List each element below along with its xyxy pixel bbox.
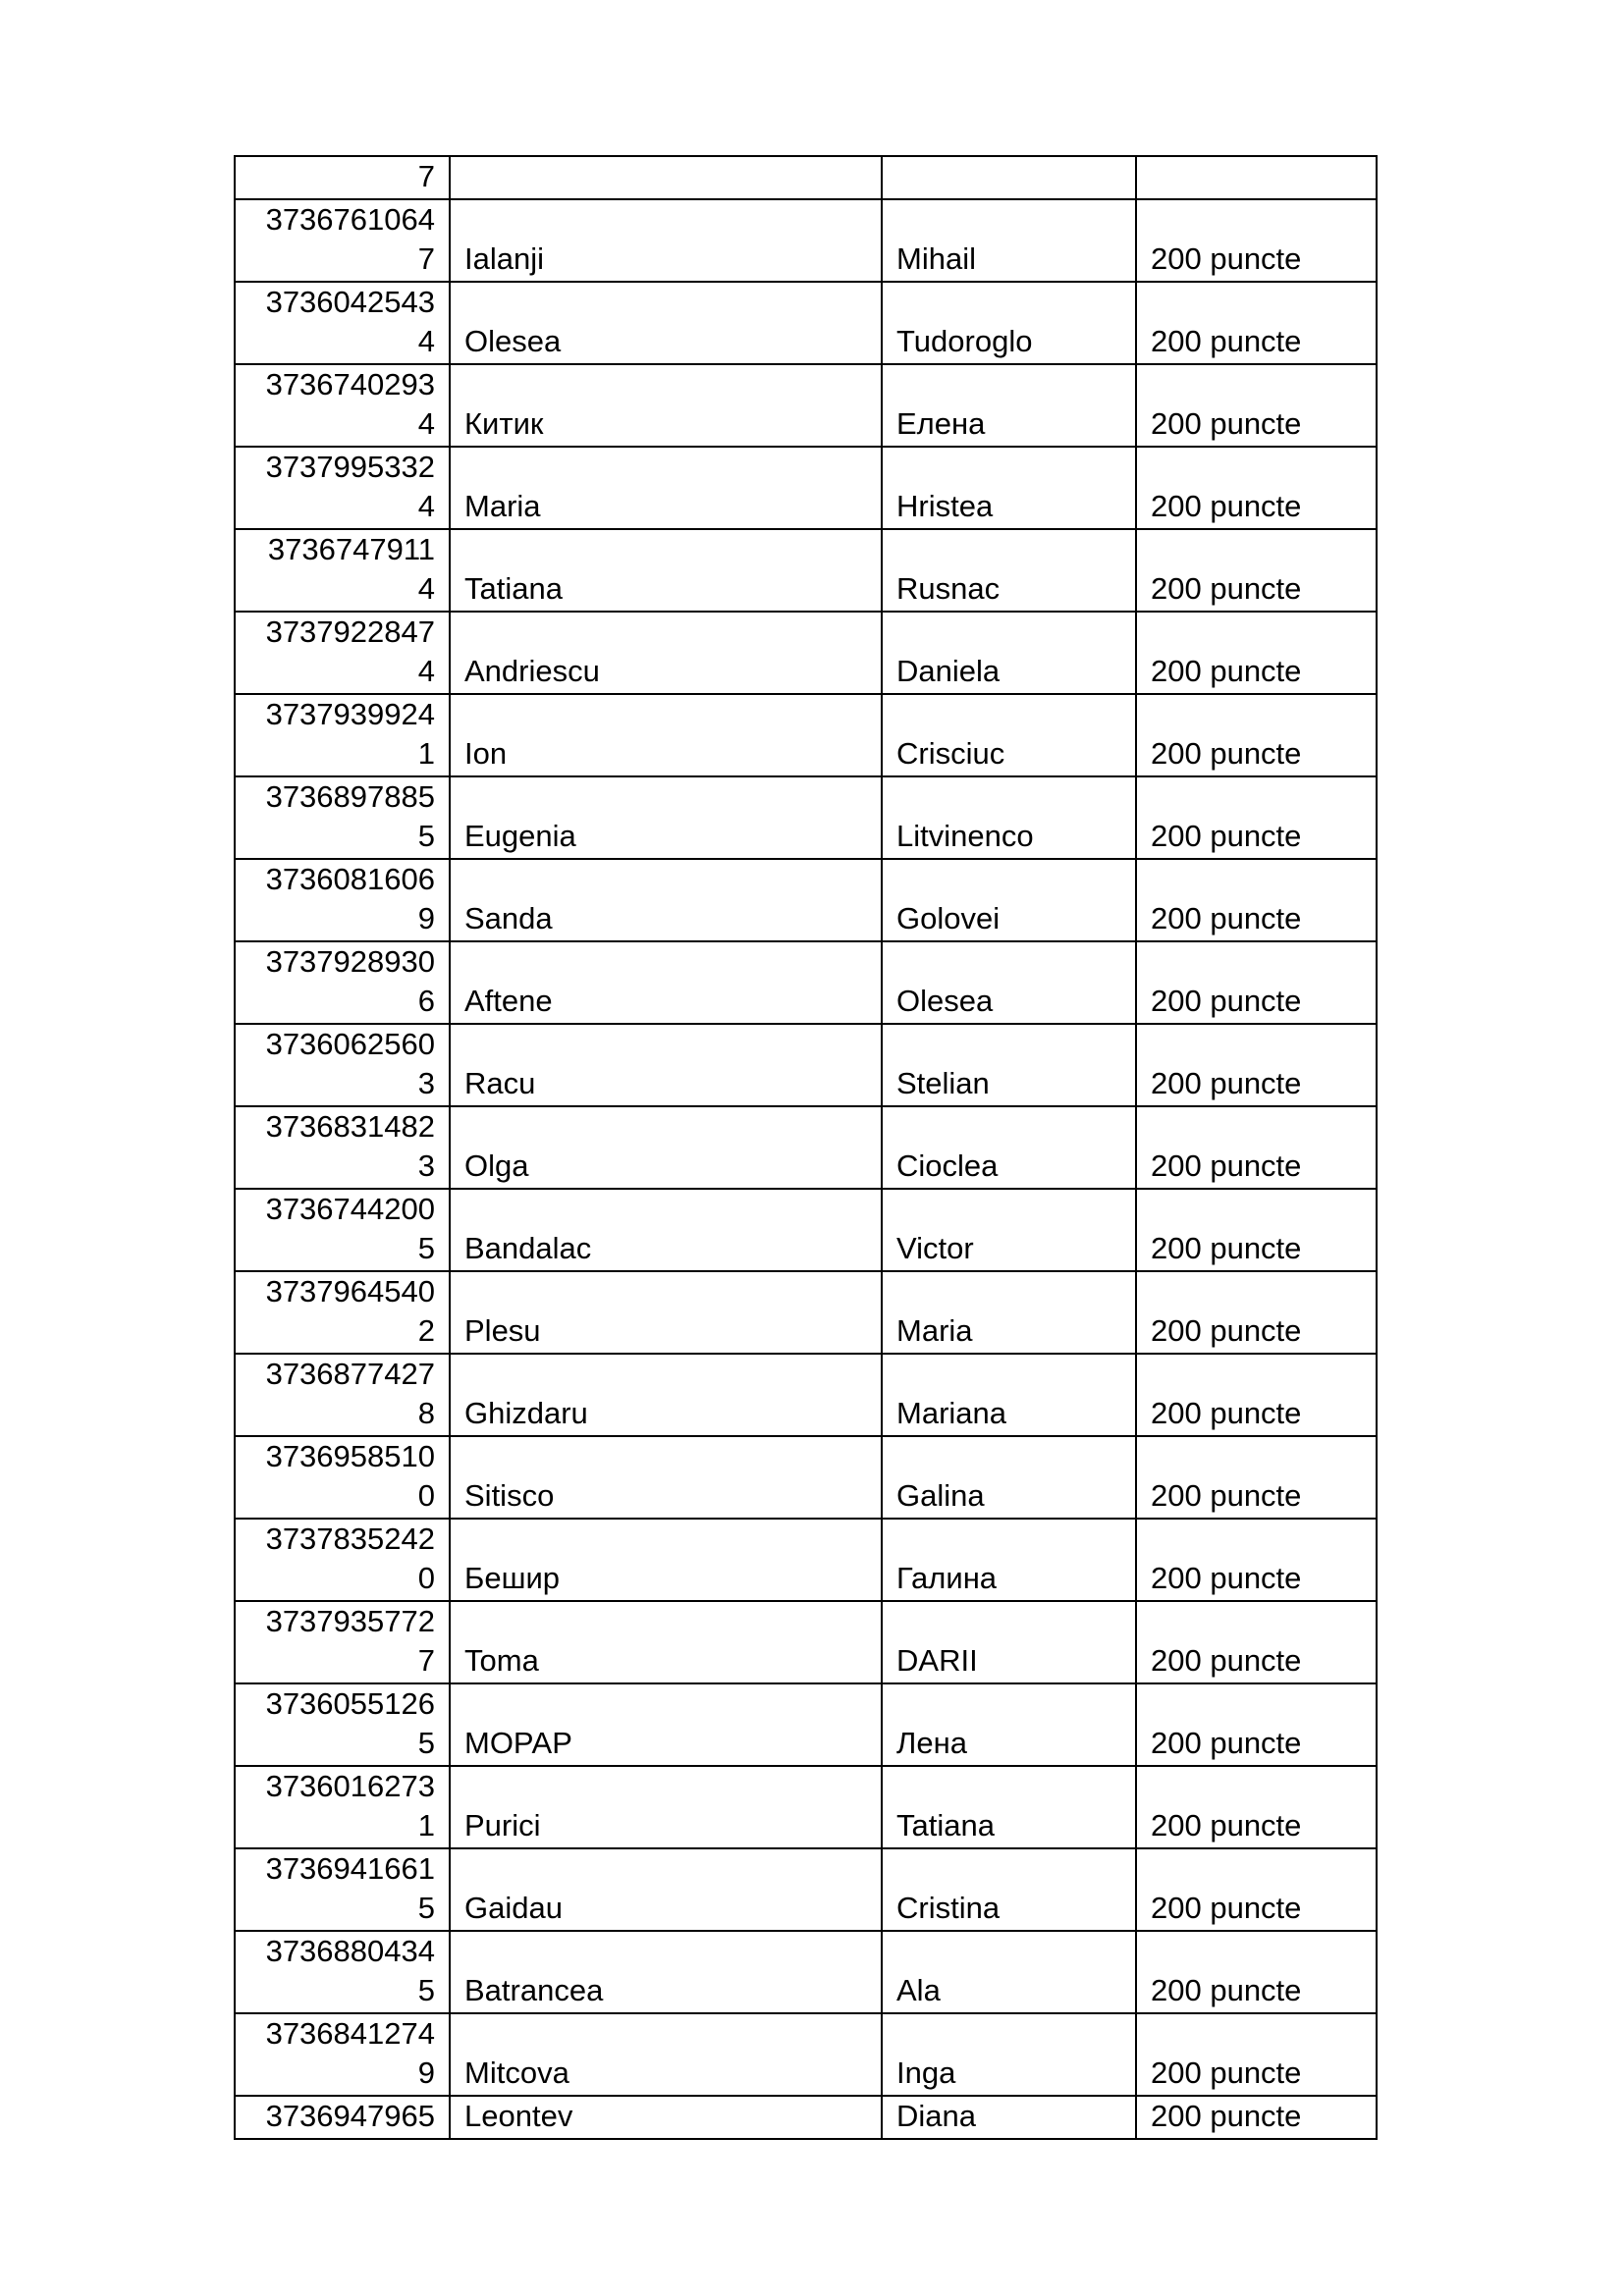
points-cell: 200 puncte <box>1136 2013 1377 2096</box>
phone-part-a: 3737964540 <box>265 1274 435 1308</box>
first-name-cell <box>450 156 882 199</box>
first-name-cell: Andriescu <box>450 612 882 694</box>
table-row <box>235 1354 1377 1436</box>
points-cell: 200 puncte <box>1136 1931 1377 2013</box>
phone-part-a: 3736042543 <box>265 285 435 319</box>
phone-cell <box>235 529 450 612</box>
second-name-cell: Inga <box>882 2013 1136 2096</box>
points-cell: 200 puncte <box>1136 282 1377 364</box>
first-name-cell: Olesea <box>450 282 882 364</box>
first-name-cell: Ghizdaru <box>450 1354 882 1436</box>
phone-part-b: 4 <box>417 406 435 441</box>
phone-part-a: 3737935772 <box>265 1604 435 1638</box>
phone-cell <box>235 1436 450 1519</box>
table-row <box>235 694 1377 776</box>
points-cell: 200 puncte <box>1136 694 1377 776</box>
table-row <box>235 776 1377 859</box>
phone-cell <box>235 941 450 1024</box>
phone-cell <box>235 199 450 282</box>
phone-part-b: 5 <box>417 819 435 853</box>
table-row <box>235 364 1377 447</box>
phone-cell <box>235 447 450 529</box>
points-cell: 200 puncte <box>1136 941 1377 1024</box>
table-row <box>235 1271 1377 1354</box>
table-row <box>235 612 1377 694</box>
points-cell: 200 puncte <box>1136 199 1377 282</box>
points-cell: 200 puncte <box>1136 776 1377 859</box>
phone-cell <box>235 1683 450 1766</box>
first-name-cell: МОРАР <box>450 1683 882 1766</box>
phone-cell <box>235 1106 450 1189</box>
phone-cell <box>235 1766 450 1848</box>
phone-part-a: 3736747911 <box>267 532 435 566</box>
phone-part-b: 4 <box>417 571 435 606</box>
second-name-cell: Rusnac <box>882 529 1136 612</box>
phone-part-b: 5 <box>417 1891 435 1925</box>
phone-cell <box>235 612 450 694</box>
points-cell: 200 puncte <box>1136 447 1377 529</box>
points-cell: 200 puncte <box>1136 859 1377 941</box>
points-cell: 200 puncte <box>1136 1024 1377 1106</box>
phone-part-a: 3736880434 <box>265 1934 435 1968</box>
phone-cell <box>235 1024 450 1106</box>
phone-cell <box>235 1519 450 1601</box>
phone-part-b: 5 <box>417 1973 435 2007</box>
table-row <box>235 1024 1377 1106</box>
phone-part-b: 5 <box>417 1726 435 1760</box>
phone-part-a: 3737928930 <box>265 944 435 979</box>
phone-part-a: 3736761064 <box>265 202 435 237</box>
second-name-cell: Litvinenco <box>882 776 1136 859</box>
first-name-cell: Ialanji <box>450 199 882 282</box>
second-name-cell: Hristea <box>882 447 1136 529</box>
first-name-cell: Bandalac <box>450 1189 882 1271</box>
table-row <box>235 282 1377 364</box>
first-name-cell: Бешир <box>450 1519 882 1601</box>
second-name-cell <box>882 156 1136 199</box>
phone-part-b: 2 <box>417 1313 435 1348</box>
phone-part-a: 3737939924 <box>265 697 435 731</box>
phone-cell <box>235 2013 450 2096</box>
phone-cell <box>235 1931 450 2013</box>
phone-part-a: 3737995332 <box>265 450 435 484</box>
second-name-cell: Victor <box>882 1189 1136 1271</box>
phone-part-b: 9 <box>417 901 435 935</box>
points-cell: 200 puncte <box>1136 1601 1377 1683</box>
first-name-cell: Eugenia <box>450 776 882 859</box>
phone-cell <box>235 1354 450 1436</box>
table-row <box>235 1766 1377 1848</box>
first-name-cell: Mitcova <box>450 2013 882 2096</box>
phone-part-a: 3736877427 <box>265 1357 435 1391</box>
table-row <box>235 1189 1377 1271</box>
phone-cell <box>235 1848 450 1931</box>
phone-part-a: 3736055126 <box>265 1686 435 1721</box>
second-name-cell: Лена <box>882 1683 1136 1766</box>
phone-part-a: 3737922847 <box>265 614 435 649</box>
first-name-cell: Ion <box>450 694 882 776</box>
phone-part-a: 3736062560 <box>265 1027 435 1061</box>
phone-cell <box>235 1601 450 1683</box>
points-cell: 200 puncte <box>1136 529 1377 612</box>
table-body <box>235 156 1377 2139</box>
phone-part-b: 6 <box>417 984 435 1018</box>
table-row <box>235 529 1377 612</box>
phone-cell <box>235 1189 450 1271</box>
first-name-cell: Sitisco <box>450 1436 882 1519</box>
phone-part-b: 7 <box>417 241 435 276</box>
first-name-cell: Batrancea <box>450 1931 882 2013</box>
participants-table <box>234 155 1378 2140</box>
second-name-cell: Maria <box>882 1271 1136 1354</box>
points-cell: 200 puncte <box>1136 1271 1377 1354</box>
second-name-cell: DARII <box>882 1601 1136 1683</box>
table-row <box>235 2013 1377 2096</box>
table-row <box>235 1931 1377 2013</box>
phone-part-a: 3736744200 <box>265 1192 435 1226</box>
second-name-cell: Daniela <box>882 612 1136 694</box>
second-name-cell: Галина <box>882 1519 1136 1601</box>
phone-part-a: 3737835242 <box>265 1522 435 1556</box>
phone-cell: 7 <box>235 156 450 199</box>
phone-cell <box>235 859 450 941</box>
phone-part-b: 0 <box>417 1561 435 1595</box>
first-name-cell: Sanda <box>450 859 882 941</box>
points-cell: 200 puncte <box>1136 612 1377 694</box>
second-name-cell: Елена <box>882 364 1136 447</box>
phone-part-a: 3736081606 <box>265 862 435 896</box>
phone-part-b: 8 <box>417 1396 435 1430</box>
first-name-cell: Китик <box>450 364 882 447</box>
points-cell: 200 puncte <box>1136 364 1377 447</box>
phone-part-b: 4 <box>417 489 435 523</box>
phone-part-a: 3736897885 <box>265 779 435 814</box>
phone-cell <box>235 282 450 364</box>
second-name-cell: Golovei <box>882 859 1136 941</box>
phone-part-b: 4 <box>417 654 435 688</box>
second-name-cell: Cristina <box>882 1848 1136 1931</box>
second-name-cell: Crisciuc <box>882 694 1136 776</box>
second-name-cell: Stelian <box>882 1024 1136 1106</box>
second-name-cell: Mihail <box>882 199 1136 282</box>
table-row <box>235 199 1377 282</box>
second-name-cell: Mariana <box>882 1354 1136 1436</box>
points-cell: 200 puncte <box>1136 1106 1377 1189</box>
table-row <box>235 447 1377 529</box>
second-name-cell: Tudoroglo <box>882 282 1136 364</box>
second-name-cell: Olesea <box>882 941 1136 1024</box>
points-cell: 200 puncte <box>1136 1683 1377 1766</box>
phone-part-a: 3736740293 <box>265 367 435 401</box>
table-row <box>235 1848 1377 1931</box>
table-row <box>235 859 1377 941</box>
phone-cell: 3736947965 <box>235 2096 450 2139</box>
phone-part-b: 9 <box>417 2056 435 2090</box>
table-row <box>235 156 1377 199</box>
phone-cell <box>235 776 450 859</box>
points-cell: 200 puncte <box>1136 1519 1377 1601</box>
phone-part-b: 3 <box>417 1148 435 1183</box>
first-name-cell: Purici <box>450 1766 882 1848</box>
second-name-cell: Cioclea <box>882 1106 1136 1189</box>
phone-part-b: 3 <box>417 1066 435 1100</box>
first-name-cell: Toma <box>450 1601 882 1683</box>
table-row <box>235 1601 1377 1683</box>
phone-cell <box>235 694 450 776</box>
table-row <box>235 1436 1377 1519</box>
phone-part-a: 3736958510 <box>265 1439 435 1473</box>
phone-cell <box>235 364 450 447</box>
phone-part-b: 1 <box>417 1808 435 1842</box>
first-name-cell: Plesu <box>450 1271 882 1354</box>
table-row <box>235 941 1377 1024</box>
second-name-cell: Diana <box>882 2096 1136 2139</box>
first-name-cell: Racu <box>450 1024 882 1106</box>
points-cell: 200 puncte <box>1136 1436 1377 1519</box>
points-cell <box>1136 156 1377 199</box>
phone-part-b: 0 <box>417 1478 435 1513</box>
second-name-cell: Tatiana <box>882 1766 1136 1848</box>
first-name-cell: Olga <box>450 1106 882 1189</box>
points-cell: 200 puncte <box>1136 1848 1377 1931</box>
first-name-cell: Leontev <box>450 2096 882 2139</box>
first-name-cell: Gaidau <box>450 1848 882 1931</box>
phone-part-a: 3736016273 <box>265 1769 435 1803</box>
phone-part-a: 3736841274 <box>265 2016 435 2051</box>
phone-part-b: 4 <box>417 324 435 358</box>
phone-cell <box>235 1271 450 1354</box>
first-name-cell: Aftene <box>450 941 882 1024</box>
first-name-cell: Maria <box>450 447 882 529</box>
phone-part-b: 1 <box>417 736 435 771</box>
points-cell: 200 puncte <box>1136 1354 1377 1436</box>
points-cell: 200 puncte <box>1136 2096 1377 2139</box>
points-cell: 200 puncte <box>1136 1766 1377 1848</box>
table-row <box>235 2096 1377 2139</box>
phone-part-b: 7 <box>417 1643 435 1678</box>
phone-part-a: 3736831482 <box>265 1109 435 1144</box>
phone-part-b: 5 <box>417 1231 435 1265</box>
first-name-cell: Tatiana <box>450 529 882 612</box>
phone-part-a: 3736941661 <box>265 1851 435 1886</box>
table-row <box>235 1683 1377 1766</box>
second-name-cell: Galina <box>882 1436 1136 1519</box>
table-row <box>235 1106 1377 1189</box>
points-cell: 200 puncte <box>1136 1189 1377 1271</box>
second-name-cell: Ala <box>882 1931 1136 2013</box>
table-row <box>235 1519 1377 1601</box>
